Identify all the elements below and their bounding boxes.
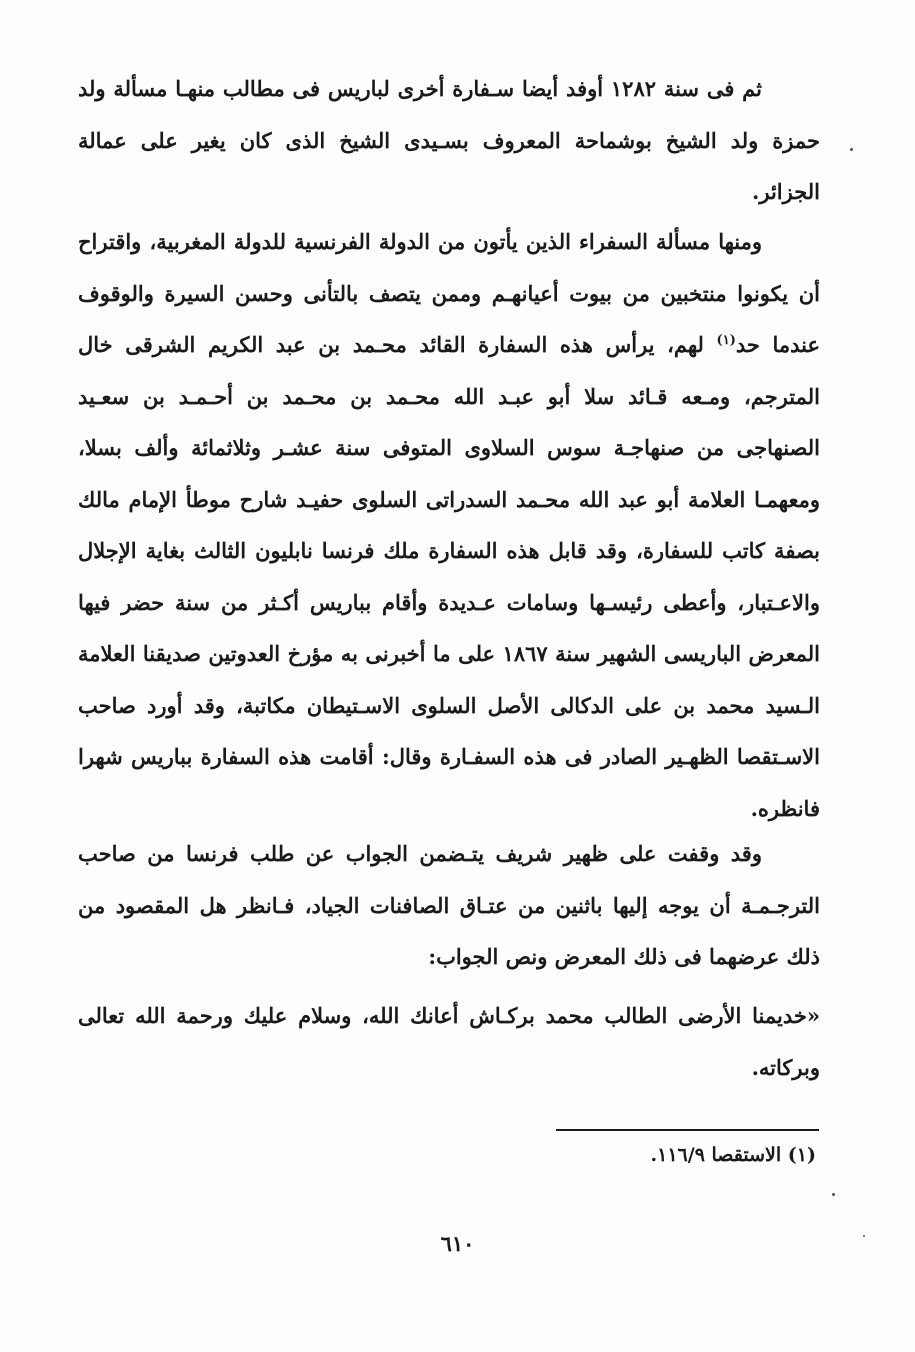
footnote: (١) الاستقصا ١١٦/٩. [650, 1144, 816, 1166]
scan-speck [850, 148, 853, 151]
paragraph-2 [78, 216, 820, 834]
paragraph-2-text-after-note: لهم، يرأس هذه السفارة القائد محـمد بن عبد الكريم الشرقى خال المترجم، ومـعه قـائد سلا أبو عبـد الله محـمد بن محـمد بن أحـمـد بن سعـيد الصنهاجى من صنهاجـة سوس السلاوى المتوفى سنة عشـر وثلاثمائة وألف بسلا، ومعهمـا العلامة أبو عبد الله محـمد السدراتى السلوى حفيـد شارح موطأ الإمام مالك بصفة كاتب للسفارة، وقد قابل هذه السفارة ملك فرنسا نابليون الثالث بغاية الإجلال والاعـتبار، وأعطى رئيسـها وسامات عـديدة وأقام بباريس أكـثر من سنة حضر فيها المعرض الباريسى الشهير سنة ١٨٦٧ على ما أخبرنى به مؤرخ العدوتين صديقنا العلامة الـسيد محمد بن على الدكالى الأصل السلوى الاسـتيطان مكاتبة، وقد أورد صاحب الاسـتقصا الظهـير الصادر فى هذه السفـارة وقال: أقامت هذه السفارة بباريس شهرا فانظره. [78, 332, 820, 821]
page-number: ٦١٠ [440, 1231, 475, 1256]
paragraph-3 [78, 828, 820, 983]
paragraph-1 [78, 63, 820, 218]
scan-speck [863, 1235, 865, 1237]
paragraph-1-text: ثم فى سنة ١٢٨٢ أوفد أيضا سـفارة أخرى لباريس فى مطالب منهـا مسألة ولد حمزة ولد الشيخ بوشماحة المعروف بسـيدى الشيخ الذى كان يغير على عمالة الجزائر. [78, 76, 820, 204]
footnote-marker[interactable]: (١) [716, 333, 736, 348]
paragraph-2-text-before-note: ومنها مسألة السفراء الذين يأتون من الدولة الفرنسية للدولة المغربية، واقتراح أن يكونوا منتخبين من بيوت أعيانهـم وممن يتصف بالتأنى وحسن السيرة والوقوف عندما حد [78, 229, 820, 357]
paragraph-3-text: وقد وقفت على ظهير شريف يتـضمن الجواب عن طلب فرنسا من صاحب الترجـمـة أن يوجه إليها باثنين من عتـاق الصافنات الجياد، فـانظر هل المقصود من ذلك عرضهما فى ذلك المعرض ونص الجواب: [78, 841, 820, 969]
footnote-divider [556, 1129, 819, 1131]
paragraph-4-quotation [78, 990, 820, 1093]
scan-speck [832, 1193, 835, 1196]
paragraph-4-text: «خديمنا الأرضى الطالب محمد بركـاش أعانك الله، وسلام عليك ورحمة الله تعالى وبركاته. [78, 1003, 820, 1080]
